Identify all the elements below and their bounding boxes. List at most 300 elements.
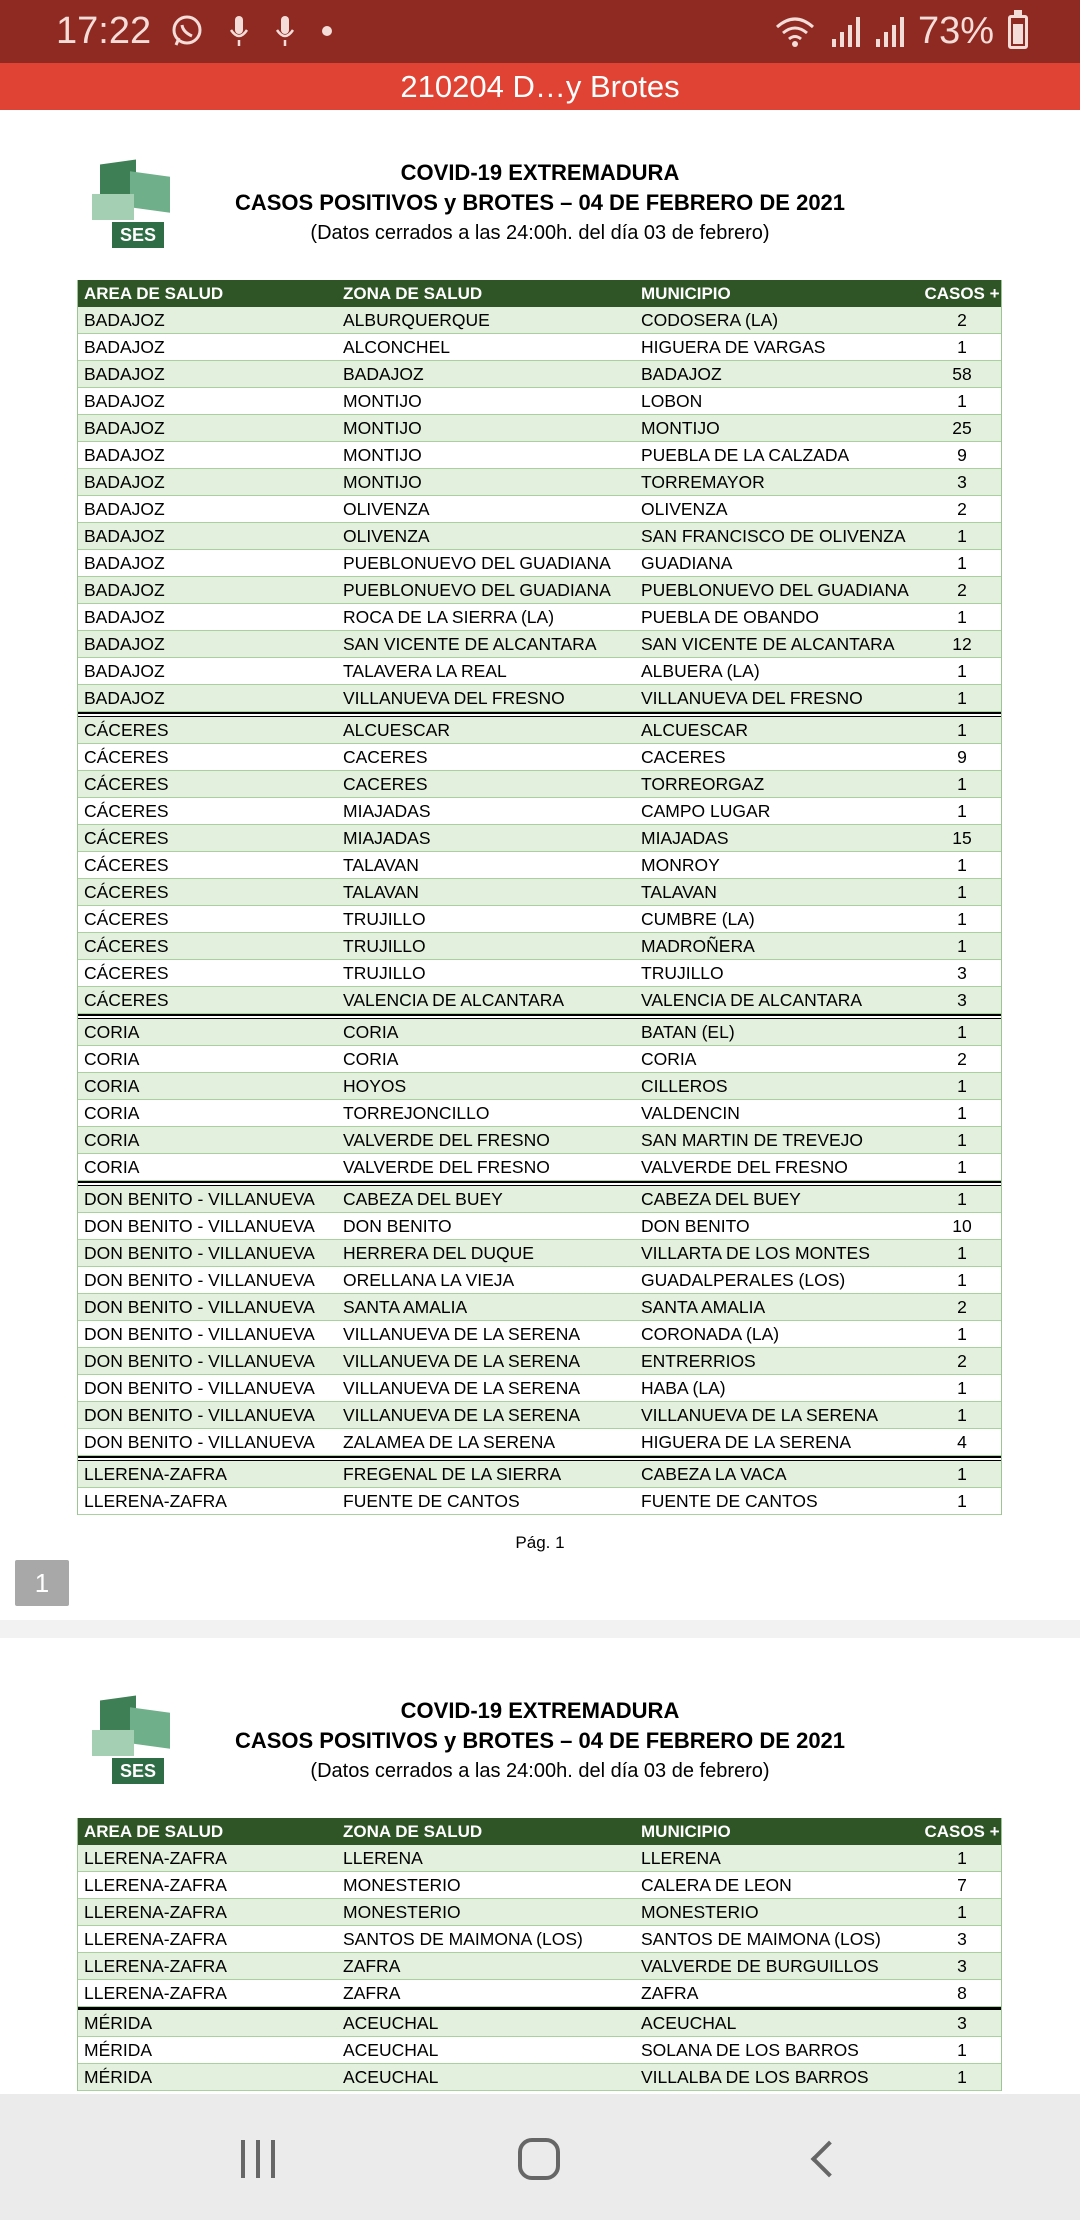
cell-municipio: MONESTERIO xyxy=(641,1902,759,1922)
table-row xyxy=(78,825,1001,852)
cell-municipio: HIGUERA DE VARGAS xyxy=(641,337,826,357)
cell-area: CÁCERES xyxy=(84,828,169,848)
table-row xyxy=(78,771,1001,798)
cell-casos: 1 xyxy=(957,801,967,821)
cell-zona: OLIVENZA xyxy=(343,499,430,519)
cell-municipio: LLERENA xyxy=(641,1848,721,1868)
cell-area: DON BENITO - VILLANUEVA xyxy=(84,1270,315,1290)
table-row xyxy=(78,717,1001,744)
table-row xyxy=(78,960,1001,987)
header-municipio: MUNICIPIO xyxy=(641,284,731,303)
cell-casos: 1 xyxy=(957,2040,967,2060)
table-row xyxy=(78,442,1001,469)
cell-area: BADAJOZ xyxy=(84,607,165,627)
cell-casos: 1 xyxy=(957,1324,967,1344)
cell-municipio: SAN VICENTE DE ALCANTARA xyxy=(641,634,895,654)
cell-zona: TRUJILLO xyxy=(343,936,426,956)
cell-municipio: CILLEROS xyxy=(641,1076,728,1096)
cell-municipio: CAMPO LUGAR xyxy=(641,801,771,821)
cell-area: CÁCERES xyxy=(84,990,169,1010)
cell-zona: VALENCIA DE ALCANTARA xyxy=(343,990,565,1010)
cell-zona: TALAVAN xyxy=(343,855,419,875)
cell-casos: 1 xyxy=(957,1848,967,1868)
cell-casos: 3 xyxy=(957,1956,967,1976)
table-row xyxy=(78,1926,1001,1953)
cell-area: CORIA xyxy=(84,1157,140,1177)
cell-zona: DON BENITO xyxy=(343,1216,452,1236)
cell-municipio: ALBUERA (LA) xyxy=(641,661,760,681)
cell-zona: VILLANUEVA DEL FRESNO xyxy=(343,688,565,708)
cell-zona: VILLANUEVA DE LA SERENA xyxy=(343,1324,581,1344)
cell-casos: 1 xyxy=(957,607,967,627)
cell-municipio: CORIA xyxy=(641,1049,697,1069)
cell-municipio: SANTOS DE MAIMONA (LOS) xyxy=(641,1929,881,1949)
recent-apps-icon xyxy=(241,2140,245,2178)
cell-municipio: GUADALPERALES (LOS) xyxy=(641,1270,846,1290)
cell-casos: 1 xyxy=(957,1378,967,1398)
cell-area: BADAJOZ xyxy=(84,661,165,681)
cell-municipio: VALVERDE DE BURGUILLOS xyxy=(641,1956,879,1976)
cell-zona: ALBURQUERQUE xyxy=(343,310,490,330)
cell-municipio: MONTIJO xyxy=(641,418,720,438)
cell-area: CÁCERES xyxy=(84,963,169,983)
table-row xyxy=(78,307,1001,334)
cell-casos: 1 xyxy=(957,855,967,875)
cell-casos: 1 xyxy=(957,1491,967,1511)
cell-municipio: LOBON xyxy=(641,391,703,411)
cell-casos: 1 xyxy=(957,774,967,794)
table-row xyxy=(78,496,1001,523)
cell-casos: 1 xyxy=(957,1130,967,1150)
cell-zona: TORREJONCILLO xyxy=(343,1103,490,1123)
cell-municipio: PUEBLA DE OBANDO xyxy=(641,607,819,627)
table-row xyxy=(78,415,1001,442)
cell-municipio: ZAFRA xyxy=(641,1983,699,2003)
table-header xyxy=(78,280,1001,307)
cell-area: CÁCERES xyxy=(84,801,169,821)
table-row xyxy=(78,1461,1001,1488)
cell-zona: CACERES xyxy=(343,774,428,794)
table-header xyxy=(78,1818,1001,1845)
cell-zona: SANTOS DE MAIMONA (LOS) xyxy=(343,1929,583,1949)
cell-zona: TALAVAN xyxy=(343,882,419,902)
cell-casos: 15 xyxy=(952,828,972,848)
table-row xyxy=(78,1294,1001,1321)
cell-casos: 1 xyxy=(957,526,967,546)
header-zona: ZONA DE SALUD xyxy=(343,284,483,303)
cell-municipio: DON BENITO xyxy=(641,1216,750,1236)
cell-area: LLERENA-ZAFRA xyxy=(84,1902,227,1922)
cell-zona: TALAVERA LA REAL xyxy=(343,661,507,681)
cell-area: CORIA xyxy=(84,1049,140,1069)
back-button[interactable] xyxy=(760,2094,880,2220)
cell-zona: VILLANUEVA DE LA SERENA xyxy=(343,1405,581,1425)
cell-area: BADAJOZ xyxy=(84,445,165,465)
cell-zona: VILLANUEVA DE LA SERENA xyxy=(343,1351,581,1371)
cell-municipio: MADROÑERA xyxy=(641,936,755,956)
table-row xyxy=(78,987,1001,1014)
table-row xyxy=(78,744,1001,771)
cell-municipio: CABEZA LA VACA xyxy=(641,1464,787,1484)
cell-zona: ACEUCHAL xyxy=(343,2013,439,2033)
cell-casos: 25 xyxy=(952,418,972,438)
signal-icon xyxy=(874,15,904,49)
cell-municipio: BATAN (EL) xyxy=(641,1022,735,1042)
cell-area: MÉRIDA xyxy=(84,2040,153,2060)
cell-municipio: HIGUERA DE LA SERENA xyxy=(641,1432,852,1452)
cell-municipio: ALCUESCAR xyxy=(641,720,748,740)
cell-zona: MONTIJO xyxy=(343,418,422,438)
cell-zona: ALCONCHEL xyxy=(343,337,450,357)
ses-logo: SES xyxy=(90,160,174,252)
cell-zona: ZALAMEA DE LA SERENA xyxy=(343,1432,556,1452)
cell-casos: 3 xyxy=(957,963,967,983)
cell-casos: 1 xyxy=(957,1243,967,1263)
cell-casos: 3 xyxy=(957,990,967,1010)
status-bar xyxy=(0,0,1080,63)
cell-municipio: MIAJADAS xyxy=(641,828,729,848)
cell-area: BADAJOZ xyxy=(84,634,165,654)
document-header xyxy=(0,1696,1080,1786)
table-row xyxy=(78,1213,1001,1240)
cell-zona: LLERENA xyxy=(343,1848,423,1868)
cell-municipio: CORONADA (LA) xyxy=(641,1324,780,1344)
cell-zona: MONESTERIO xyxy=(343,1875,461,1895)
page-footer: Pág. 1 xyxy=(515,1533,565,1552)
table-row xyxy=(78,631,1001,658)
cell-area: CÁCERES xyxy=(84,720,169,740)
cell-municipio: VILLANUEVA DEL FRESNO xyxy=(641,688,863,708)
cell-area: CORIA xyxy=(84,1076,140,1096)
cell-casos: 1 xyxy=(957,2067,967,2087)
table-row xyxy=(78,1402,1001,1429)
cell-municipio: PUEBLONUEVO DEL GUADIANA xyxy=(641,580,909,600)
cell-zona: PUEBLONUEVO DEL GUADIANA xyxy=(343,553,611,573)
signal-icon xyxy=(830,15,860,49)
cell-area: DON BENITO - VILLANUEVA xyxy=(84,1351,315,1371)
cell-zona: CORIA xyxy=(343,1022,399,1042)
cell-casos: 1 xyxy=(957,909,967,929)
cell-area: DON BENITO - VILLANUEVA xyxy=(84,1297,315,1317)
header-casos: CASOS + xyxy=(924,284,1000,303)
cell-area: LLERENA-ZAFRA xyxy=(84,1464,227,1484)
table-row xyxy=(78,1321,1001,1348)
mic-icon xyxy=(274,14,296,48)
cell-area: DON BENITO - VILLANUEVA xyxy=(84,1405,315,1425)
cell-municipio: CALERA DE LEON xyxy=(641,1875,792,1895)
cell-casos: 1 xyxy=(957,391,967,411)
cell-municipio: SAN MARTIN DE TREVEJO xyxy=(641,1130,864,1150)
system-nav-bar xyxy=(0,2094,1080,2220)
cell-municipio: PUEBLA DE LA CALZADA xyxy=(641,445,850,465)
cell-municipio: VALDENCIN xyxy=(641,1103,740,1123)
table-row xyxy=(78,1429,1001,1456)
table-row xyxy=(78,2064,1001,2091)
cell-municipio: BADAJOZ xyxy=(641,364,722,384)
cell-casos: 1 xyxy=(957,1464,967,1484)
header-municipio: MUNICIPIO xyxy=(641,1822,731,1841)
table-row xyxy=(78,933,1001,960)
cell-zona: PUEBLONUEVO DEL GUADIANA xyxy=(343,580,611,600)
document-header xyxy=(0,158,1080,248)
cell-area: MÉRIDA xyxy=(84,2013,153,2033)
cell-casos: 9 xyxy=(957,445,967,465)
cell-area: BADAJOZ xyxy=(84,526,165,546)
cell-municipio: ENTRERRIOS xyxy=(641,1351,756,1371)
mic-icon xyxy=(228,14,250,48)
cell-municipio: CABEZA DEL BUEY xyxy=(641,1189,801,1209)
cell-area: LLERENA-ZAFRA xyxy=(84,1956,227,1976)
cell-area: BADAJOZ xyxy=(84,310,165,330)
cell-area: BADAJOZ xyxy=(84,337,165,357)
cell-zona: FUENTE DE CANTOS xyxy=(343,1491,520,1511)
cell-municipio: TORREORGAZ xyxy=(641,774,765,794)
cell-area: CÁCERES xyxy=(84,936,169,956)
cell-casos: 2 xyxy=(957,499,967,519)
cell-area: LLERENA-ZAFRA xyxy=(84,1875,227,1895)
cell-area: DON BENITO - VILLANUEVA xyxy=(84,1243,315,1263)
cell-zona: VILLANUEVA DE LA SERENA xyxy=(343,1378,581,1398)
table-row xyxy=(78,1488,1001,1515)
cell-municipio: VILLANUEVA DE LA SERENA xyxy=(641,1405,879,1425)
cell-zona: OLIVENZA xyxy=(343,526,430,546)
status-time: 17:22 xyxy=(56,10,152,52)
cell-casos: 12 xyxy=(952,634,972,654)
cell-municipio: MONROY xyxy=(641,855,720,875)
document-title: 210204 D…y Brotes xyxy=(400,69,680,104)
wifi-icon xyxy=(774,15,816,49)
header-area: AREA DE SALUD xyxy=(84,1822,224,1841)
cell-zona: MIAJADAS xyxy=(343,828,431,848)
cell-area: BADAJOZ xyxy=(84,553,165,573)
status-system-icons xyxy=(774,10,1028,53)
cell-area: DON BENITO - VILLANUEVA xyxy=(84,1189,315,1209)
cell-zona: VALVERDE DEL FRESNO xyxy=(343,1130,550,1150)
table-row xyxy=(78,523,1001,550)
table-row xyxy=(78,2037,1001,2064)
cell-zona: MONESTERIO xyxy=(343,1902,461,1922)
cell-area: CORIA xyxy=(84,1022,140,1042)
cell-zona: MONTIJO xyxy=(343,391,422,411)
table-row xyxy=(78,604,1001,631)
cell-casos: 2 xyxy=(957,310,967,330)
cell-municipio: SAN FRANCISCO DE OLIVENZA xyxy=(641,526,906,546)
cell-area: BADAJOZ xyxy=(84,418,165,438)
cell-zona: HOYOS xyxy=(343,1076,407,1096)
table-row xyxy=(78,685,1001,712)
cell-municipio: TALAVAN xyxy=(641,882,717,902)
table-row xyxy=(78,658,1001,685)
table-row xyxy=(78,1348,1001,1375)
table-row xyxy=(78,1046,1001,1073)
cell-area: CORIA xyxy=(84,1130,140,1150)
ses-logo: SES xyxy=(90,1696,174,1788)
table-row xyxy=(78,577,1001,604)
cell-area: DON BENITO - VILLANUEVA xyxy=(84,1432,315,1452)
whatsapp-icon xyxy=(170,14,204,48)
cell-casos: 1 xyxy=(957,1157,967,1177)
cell-area: BADAJOZ xyxy=(84,472,165,492)
cell-casos: 3 xyxy=(957,1929,967,1949)
battery-percent: 73% xyxy=(917,10,994,52)
cell-area: DON BENITO - VILLANUEVA xyxy=(84,1216,315,1236)
cell-casos: 1 xyxy=(957,882,967,902)
cell-municipio: TORREMAYOR xyxy=(641,472,765,492)
table-row xyxy=(78,1872,1001,1899)
cell-zona: VALVERDE DEL FRESNO xyxy=(343,1157,550,1177)
cell-casos: 9 xyxy=(957,747,967,767)
header-line-1: COVID-19 EXTREMADURA xyxy=(400,160,680,185)
cell-zona: HERRERA DEL DUQUE xyxy=(343,1243,534,1263)
cell-casos: 7 xyxy=(957,1875,967,1895)
cell-casos: 2 xyxy=(957,1351,967,1371)
cell-casos: 1 xyxy=(957,1189,967,1209)
table-row xyxy=(78,361,1001,388)
cell-zona: MIAJADAS xyxy=(343,801,431,821)
cell-zona: BADAJOZ xyxy=(343,364,424,384)
table-row xyxy=(78,334,1001,361)
cell-area: DON BENITO - VILLANUEVA xyxy=(84,1324,315,1344)
pdf-page-1[interactable] xyxy=(0,110,1080,1620)
cell-area: CORIA xyxy=(84,1103,140,1123)
cell-zona: MONTIJO xyxy=(343,445,422,465)
cell-area: BADAJOZ xyxy=(84,391,165,411)
cell-casos: 1 xyxy=(957,688,967,708)
cell-municipio: SANTA AMALIA xyxy=(641,1297,766,1317)
cell-casos: 58 xyxy=(952,364,972,384)
cell-casos: 1 xyxy=(957,1405,967,1425)
header-line-2: CASOS POSITIVOS y BROTES – 04 DE FEBRERO DE 2021 xyxy=(234,1728,846,1753)
cell-casos: 1 xyxy=(957,936,967,956)
cell-area: CÁCERES xyxy=(84,909,169,929)
cell-casos: 2 xyxy=(957,580,967,600)
cell-municipio: VALVERDE DEL FRESNO xyxy=(641,1157,848,1177)
cell-area: CÁCERES xyxy=(84,855,169,875)
table-row xyxy=(78,1240,1001,1267)
cell-casos: 1 xyxy=(957,661,967,681)
table-row xyxy=(78,798,1001,825)
cell-municipio: VALENCIA DE ALCANTARA xyxy=(641,990,863,1010)
cell-zona: CABEZA DEL BUEY xyxy=(343,1189,503,1209)
cell-area: MÉRIDA xyxy=(84,2067,153,2087)
header-line-3: (Datos cerrados a las 24:00h. del día 03 de febrero) xyxy=(310,1760,770,1782)
table-row xyxy=(78,1073,1001,1100)
cell-municipio: ACEUCHAL xyxy=(641,2013,737,2033)
home-button[interactable] xyxy=(480,2094,600,2220)
cell-zona: SAN VICENTE DE ALCANTARA xyxy=(343,634,597,654)
cell-casos: 8 xyxy=(957,1983,967,2003)
table-row xyxy=(78,1154,1001,1181)
table-row xyxy=(78,550,1001,577)
cell-municipio: FUENTE DE CANTOS xyxy=(641,1491,818,1511)
cell-municipio: OLIVENZA xyxy=(641,499,728,519)
cell-zona: CACERES xyxy=(343,747,428,767)
cell-casos: 1 xyxy=(957,720,967,740)
cell-casos: 3 xyxy=(957,472,967,492)
cell-casos: 10 xyxy=(952,1216,972,1236)
cell-municipio: SOLANA DE LOS BARROS xyxy=(641,2040,859,2060)
cell-municipio: VILLALBA DE LOS BARROS xyxy=(641,2067,869,2087)
status-notification-icons xyxy=(170,14,334,48)
table-row xyxy=(78,2010,1001,2037)
table-row xyxy=(78,388,1001,415)
cell-casos: 1 xyxy=(957,1270,967,1290)
cell-area: LLERENA-ZAFRA xyxy=(84,1491,227,1511)
cell-zona: TRUJILLO xyxy=(343,909,426,929)
cell-zona: CORIA xyxy=(343,1049,399,1069)
cell-area: LLERENA-ZAFRA xyxy=(84,1848,227,1868)
cell-casos: 1 xyxy=(957,1022,967,1042)
table-row xyxy=(78,906,1001,933)
cell-area: LLERENA-ZAFRA xyxy=(84,1929,227,1949)
battery-icon xyxy=(1008,15,1028,49)
recent-apps-button[interactable] xyxy=(198,2094,318,2220)
table-row xyxy=(78,1953,1001,1980)
table-row xyxy=(78,1019,1001,1046)
cell-zona: ROCA DE LA SIERRA (LA) xyxy=(343,607,555,627)
cell-area: BADAJOZ xyxy=(84,580,165,600)
cell-municipio: HABA (LA) xyxy=(641,1378,726,1398)
cell-area: BADAJOZ xyxy=(84,688,165,708)
document-title-bar[interactable] xyxy=(0,63,1080,110)
table-row xyxy=(78,469,1001,496)
cell-area: BADAJOZ xyxy=(84,364,165,384)
pdf-page-2[interactable] xyxy=(0,1638,1080,2094)
table-row xyxy=(78,1899,1001,1926)
cell-casos: 1 xyxy=(957,1103,967,1123)
cell-zona: ACEUCHAL xyxy=(343,2040,439,2060)
cases-table xyxy=(77,280,1002,1515)
table-row xyxy=(78,1186,1001,1213)
cell-casos: 1 xyxy=(957,1076,967,1096)
header-area: AREA DE SALUD xyxy=(84,284,224,303)
cell-casos: 4 xyxy=(957,1432,967,1452)
cell-municipio: CUMBRE (LA) xyxy=(641,909,755,929)
table-row xyxy=(78,1845,1001,1872)
table-row xyxy=(78,1267,1001,1294)
cell-zona: ZAFRA xyxy=(343,1956,401,1976)
cell-casos: 1 xyxy=(957,553,967,573)
header-line-3: (Datos cerrados a las 24:00h. del día 03 de febrero) xyxy=(310,222,770,244)
cell-area: DON BENITO - VILLANUEVA xyxy=(84,1378,315,1398)
table-row xyxy=(78,1375,1001,1402)
table-row xyxy=(78,879,1001,906)
header-zona: ZONA DE SALUD xyxy=(343,1822,483,1841)
dot-icon xyxy=(320,14,334,48)
cell-casos: 2 xyxy=(957,1297,967,1317)
header-casos: CASOS + xyxy=(924,1822,1000,1841)
cell-area: BADAJOZ xyxy=(84,499,165,519)
cell-zona: SANTA AMALIA xyxy=(343,1297,468,1317)
cell-zona: ZAFRA xyxy=(343,1983,401,2003)
cell-zona: FREGENAL DE LA SIERRA xyxy=(343,1464,562,1484)
cell-zona: ALCUESCAR xyxy=(343,720,450,740)
cases-table xyxy=(77,1818,1002,2091)
cell-casos: 1 xyxy=(957,1902,967,1922)
table-row xyxy=(78,1980,1001,2007)
cell-area: CÁCERES xyxy=(84,774,169,794)
table-row xyxy=(78,1127,1001,1154)
page-indicator[interactable]: 1 xyxy=(15,1560,69,1606)
cell-municipio: TRUJILLO xyxy=(641,963,724,983)
cell-area: CÁCERES xyxy=(84,882,169,902)
cell-zona: MONTIJO xyxy=(343,472,422,492)
cell-casos: 3 xyxy=(957,2013,967,2033)
cell-zona: ACEUCHAL xyxy=(343,2067,439,2087)
cell-municipio: VILLARTA DE LOS MONTES xyxy=(641,1243,870,1263)
cell-area: CÁCERES xyxy=(84,747,169,767)
cell-municipio: CACERES xyxy=(641,747,726,767)
